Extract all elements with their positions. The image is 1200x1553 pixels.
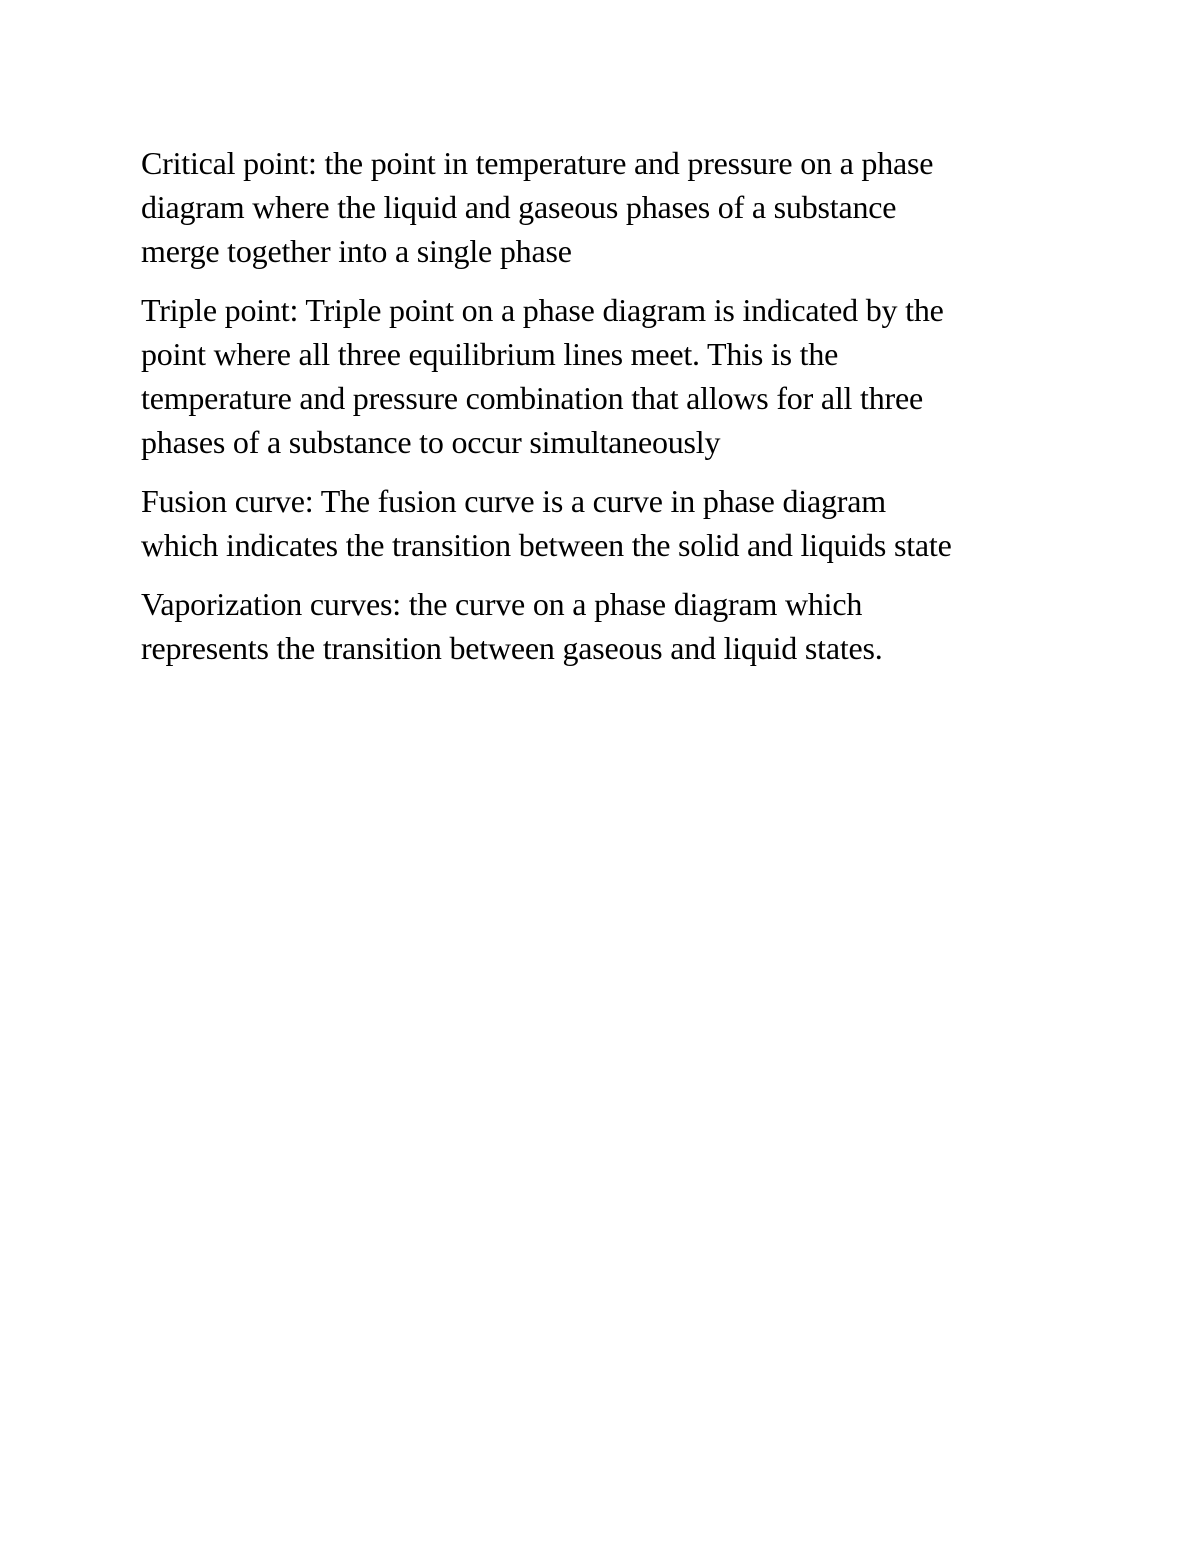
text-line: phases of a substance to occur simultaneously bbox=[141, 424, 721, 460]
text-line: temperature and pressure combination that allows for all three bbox=[141, 380, 923, 416]
text-line: merge together into a single phase bbox=[141, 233, 572, 269]
text-line: represents the transition between gaseous and liquid states. bbox=[141, 630, 883, 666]
document-body bbox=[141, 141, 1061, 685]
definition-fusion-curve bbox=[141, 479, 1061, 567]
definition-triple-point bbox=[141, 288, 1061, 464]
definition-vaporization-curves bbox=[141, 582, 1061, 670]
definition-critical-point bbox=[141, 141, 1061, 273]
text-line: Fusion curve: The fusion curve is a curve in phase diagram bbox=[141, 483, 886, 519]
text-line: Vaporization curves: the curve on a phase diagram which bbox=[141, 586, 863, 622]
text-line: diagram where the liquid and gaseous phases of a substance bbox=[141, 189, 897, 225]
text-line: which indicates the transition between the solid and liquids state bbox=[141, 527, 952, 563]
text-line: Critical point: the point in temperature and pressure on a phase bbox=[141, 145, 934, 181]
text-line: point where all three equilibrium lines meet. This is the bbox=[141, 336, 839, 372]
text-line: Triple point: Triple point on a phase diagram is indicated by the bbox=[141, 292, 944, 328]
